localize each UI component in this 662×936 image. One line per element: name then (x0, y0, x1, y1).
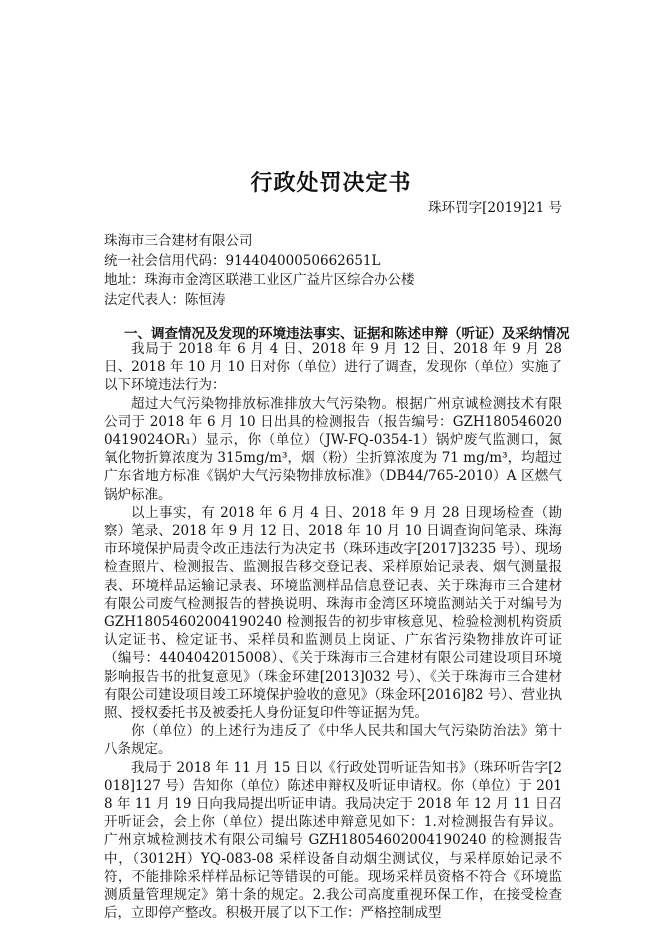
paragraph-evidence: 以上事实，有 2018 年 6 月 4 日、2018 年 9 月 28 日现场检查（勘察）笔录、2018 年 9 月 12 日、2018 年 10 月 10 日调查询问笔录、珠海市环境保护局责令改正违法行为决定书（珠环违改字[2017]3235 号）、现场检查照片、检测报告、监测报告移交登记表、采样原始记录表、烟气测量报表、环境样品运输记录表、环境监测样品信息登记表、关于珠海市三合建材有限公司废气检测报告的替换说明、珠海市金湾区环境监测站关于对编号为 GZH18054602004190240 检测报告的初步审核意见、检验检测机构资质认定证书、检定证书、采样员和监测员上岗证、广东省污染物排放许可证（编号：4404042015008）、《关于珠海市三合建材有限公司建设项目环境影响报告书的批复意见》（珠金环建[2013]032 号）、《关于珠海市三合建材有限公司建设项目竣工环境保护验收的意见》（珠金环[2016]82 号）、营业执照、授权委托书及被委托人身份证复印件等证据为凭。 (104, 504, 562, 722)
party-legal-representative: 法定代表人：陈恒涛 (104, 291, 226, 308)
paragraph-violation: 超过大气污染物排放标准排放大气污染物。根据广州京诚检测技术有限公司于 2018 年 6 月 10 日出具的检测报告（报告编号：GZH1805460200419024OR₁）显示，你（单位）（JW-FQ-0354-1）锅炉废气监测口，氮氧化物折算浓度为 315mg/m³，烟（粉）尘折算浓度为 71 mg/m³，均超过广东省地方标准《锅炉大气污染物排放标准》（DB44/765-2010）A 区燃气锅炉标准。 (104, 395, 562, 503)
party-name: 珠海市三合建材有限公司 (104, 233, 253, 249)
party-address: 地址：珠海市金湾区联港工业区广益片区综合办公楼 (104, 272, 415, 288)
document-title: 行政处罚决定书 (250, 171, 412, 196)
section-body (104, 340, 562, 923)
document-number: 珠环罚字[2019]21 号 (428, 200, 562, 216)
section-heading: 一、调查情况及发现的环境违法事实、证据和陈述申辩（听证）及采纳情况 (124, 326, 570, 342)
paragraph-hearing: 我局于 2018 年 11 月 15 日以《行政处罚听证告知书》（珠环听告字[2018]127 号）告知你（单位）陈述申辩权及听证申请权。你（单位）于 2018 年 11 月 19 日向我局提出听证申请。我局决定于 2018 年 12 月 11 日召开听证会，会上你（单位）提出陈述申辩意见如下：1.对检测报告有异议。广州京城检测技术有限公司编号 GZH18054602004190240 的检测报告中，（3012H）YQ-083-08 采样设备自动烟尘测试仪，与采样原始记录不符，不能排除采样样品标记等错误的可能。现场采样员资格不符合《环境监测质量管理规定》第十条的规定。2.我公司高度重视环保工作，在接受检查后，立即停产整改。积极开展了以下工作：严格控制成型 (104, 759, 562, 922)
paragraph-investigation: 我局于 2018 年 6 月 4 日、2018 年 9 月 12 日、2018 年 9 月 28 日、2018 年 10 月 10 日对你（单位）进行了调查，发现你（单位）实施了以下环境违法行为： (104, 341, 562, 394)
party-info (104, 232, 564, 310)
party-credit-code: 统一社会信用代码：91440400050662651L (104, 252, 381, 269)
paragraph-law-violated: 你（单位）的上述行为违反了《中华人民共和国大气污染防治法》第十八条规定。 (104, 723, 562, 758)
